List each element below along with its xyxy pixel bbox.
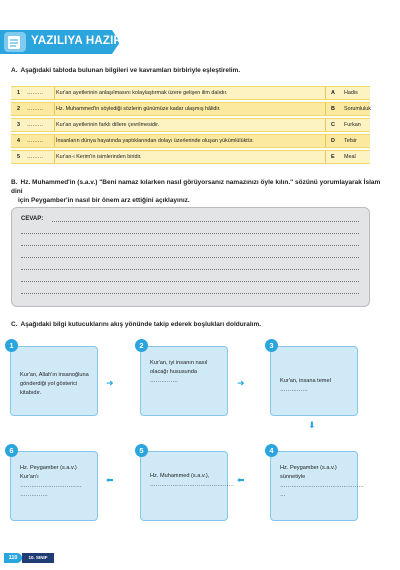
divider (325, 135, 326, 147)
info-box-line: Kur'an'ı …………………………… (20, 474, 82, 489)
term-label: Sorumluluk (344, 106, 371, 112)
arrow-left-icon: ⬅ (106, 475, 114, 485)
answer-blank[interactable]: ……… (27, 154, 44, 160)
row-number: 3 (17, 122, 20, 128)
table-row (11, 150, 370, 164)
info-box-line: … (280, 492, 286, 498)
info-box-line: Hz. Peygamber (s.a.v.) (20, 465, 77, 471)
table-row (11, 134, 370, 148)
term-label: Hadis (344, 90, 358, 96)
answer-line[interactable] (21, 293, 359, 294)
divider (325, 119, 326, 131)
info-box-text (150, 472, 234, 490)
section-b-line2: için Peygamber'in nasıl bir önem arz ettiğini açıklayınız. (18, 197, 190, 204)
section-b-question (11, 178, 381, 205)
section-b-bold: sözünü yorumlayarak İslam dini (11, 179, 381, 195)
term-label: Tefsir (344, 138, 357, 144)
info-box-line: sünnetiyle (280, 474, 306, 480)
subject-label: 10. SINIF (22, 553, 54, 563)
info-box-line: Kur'an, insana temel …………… (280, 378, 331, 393)
arrow-down-icon: ⬇ (308, 420, 316, 430)
answer-blank[interactable]: ……… (27, 106, 44, 112)
term-letter: E (331, 154, 335, 160)
divider (54, 135, 55, 147)
answer-label: CEVAP: (21, 216, 44, 222)
answer-line[interactable] (21, 233, 359, 234)
answer-box[interactable] (11, 207, 370, 307)
divider (54, 103, 55, 115)
row-statement: İnsanların dünya hayatında yaptıklarından dolayı üzerlerinde oluşan yükümlülüktür. (56, 138, 254, 144)
info-box[interactable] (270, 346, 358, 416)
divider (54, 151, 55, 163)
section-c-instruction (11, 320, 261, 329)
table-row (11, 86, 370, 100)
section-a-instruction (11, 66, 240, 75)
answer-line[interactable] (21, 269, 359, 270)
row-number: 1 (17, 90, 20, 96)
info-box-line: gönderdiği yol gösterici (20, 381, 78, 387)
term-letter: C (331, 122, 335, 128)
info-box[interactable] (140, 346, 228, 416)
step-number-badge: 3 (265, 339, 278, 352)
term-label: Meal (344, 154, 356, 160)
term-letter: A (331, 90, 335, 96)
info-box-text (280, 464, 364, 500)
term-letter: D (331, 138, 335, 144)
info-box[interactable] (270, 451, 364, 521)
info-box-line: Kur'an, Allah'ın insanoğluna (20, 372, 89, 378)
term-letter: B (331, 106, 335, 112)
row-statement: Hz. Muhammed'in söylediği sözlerin günümüze kadar ulaşmış hâlidir. (56, 106, 221, 112)
arrow-right-icon: ➜ (106, 378, 114, 388)
answer-line[interactable] (21, 245, 359, 246)
row-statement: Kur'an ayetlerinin anlaşılmasını kolaylaştırmak üzere gelişen ilim dalıdır. (56, 90, 228, 96)
info-box-line: ……………………………………… (150, 482, 234, 488)
divider (54, 119, 55, 131)
step-number-badge: 4 (265, 444, 278, 457)
row-number: 4 (17, 138, 20, 144)
info-box-line: olacağı hususunda …………… (150, 369, 197, 384)
info-box[interactable] (140, 451, 234, 521)
step-number-badge: 5 (135, 444, 148, 457)
divider (325, 103, 326, 115)
divider (325, 87, 326, 99)
section-a-text: Aşağıdaki tabloda bulunan bilgileri ve kavramları birbiriyle eşleştirelim. (20, 67, 241, 74)
info-box-line: Kur'an, iyi insanın nasıl (150, 360, 208, 366)
divider (54, 87, 55, 99)
answer-line[interactable] (21, 281, 359, 282)
divider (325, 151, 326, 163)
row-statement: Kur'an ayetlerinin farklı dillere çevrilmesidir. (56, 122, 160, 128)
header-banner (0, 30, 142, 54)
answer-blank[interactable]: ……… (27, 90, 44, 96)
section-b-quote: Hz. Muhammed'in (s.a.v.) "Beni namaz kılarken nasıl görüyorsanız namazınızı öyle kılın." (20, 179, 296, 186)
page-title: YAZILIYA HAZIRLIK (31, 35, 142, 47)
info-box-line: kitabıdır. (20, 390, 42, 396)
page-number: 110 (4, 553, 22, 563)
row-number: 2 (17, 106, 20, 112)
answer-blank[interactable]: ……… (27, 122, 44, 128)
info-box-line: Hz. Peygamber (s.a.v.) (280, 465, 337, 471)
arrow-left-icon: ⬅ (237, 475, 245, 485)
section-c-text: Aşağıdaki bilgi kutucuklarını akış yönünde takip ederek boşlukları dolduralım. (20, 321, 262, 328)
step-number-badge: 6 (5, 444, 18, 457)
info-box-text (20, 464, 90, 500)
row-number: 5 (17, 154, 20, 160)
table-row (11, 102, 370, 116)
section-b-letter: B. (11, 179, 18, 186)
table-row (11, 118, 370, 132)
section-a-letter: A. (11, 67, 18, 74)
info-box-line: ……………………………………… (280, 483, 364, 489)
answer-line[interactable] (52, 221, 359, 222)
info-box-text (150, 359, 220, 386)
info-box[interactable] (10, 451, 98, 521)
info-box-text (20, 371, 90, 398)
step-number-badge: 1 (5, 339, 18, 352)
arrow-right-icon: ➜ (237, 378, 245, 388)
info-box-line: …………… (20, 492, 48, 498)
answer-blank[interactable]: ……… (27, 138, 44, 144)
info-box-text (280, 377, 350, 395)
term-label: Furkan (344, 122, 361, 128)
answer-line[interactable] (21, 257, 359, 258)
row-statement: Kur'an-ı Kerim'in isimlerinden biridir. (56, 154, 142, 160)
section-c-letter: C. (11, 321, 18, 328)
info-box[interactable] (10, 346, 98, 416)
info-box-line: Hz. Muhammed (s.a.v.), (150, 473, 210, 479)
step-number-badge: 2 (135, 339, 148, 352)
